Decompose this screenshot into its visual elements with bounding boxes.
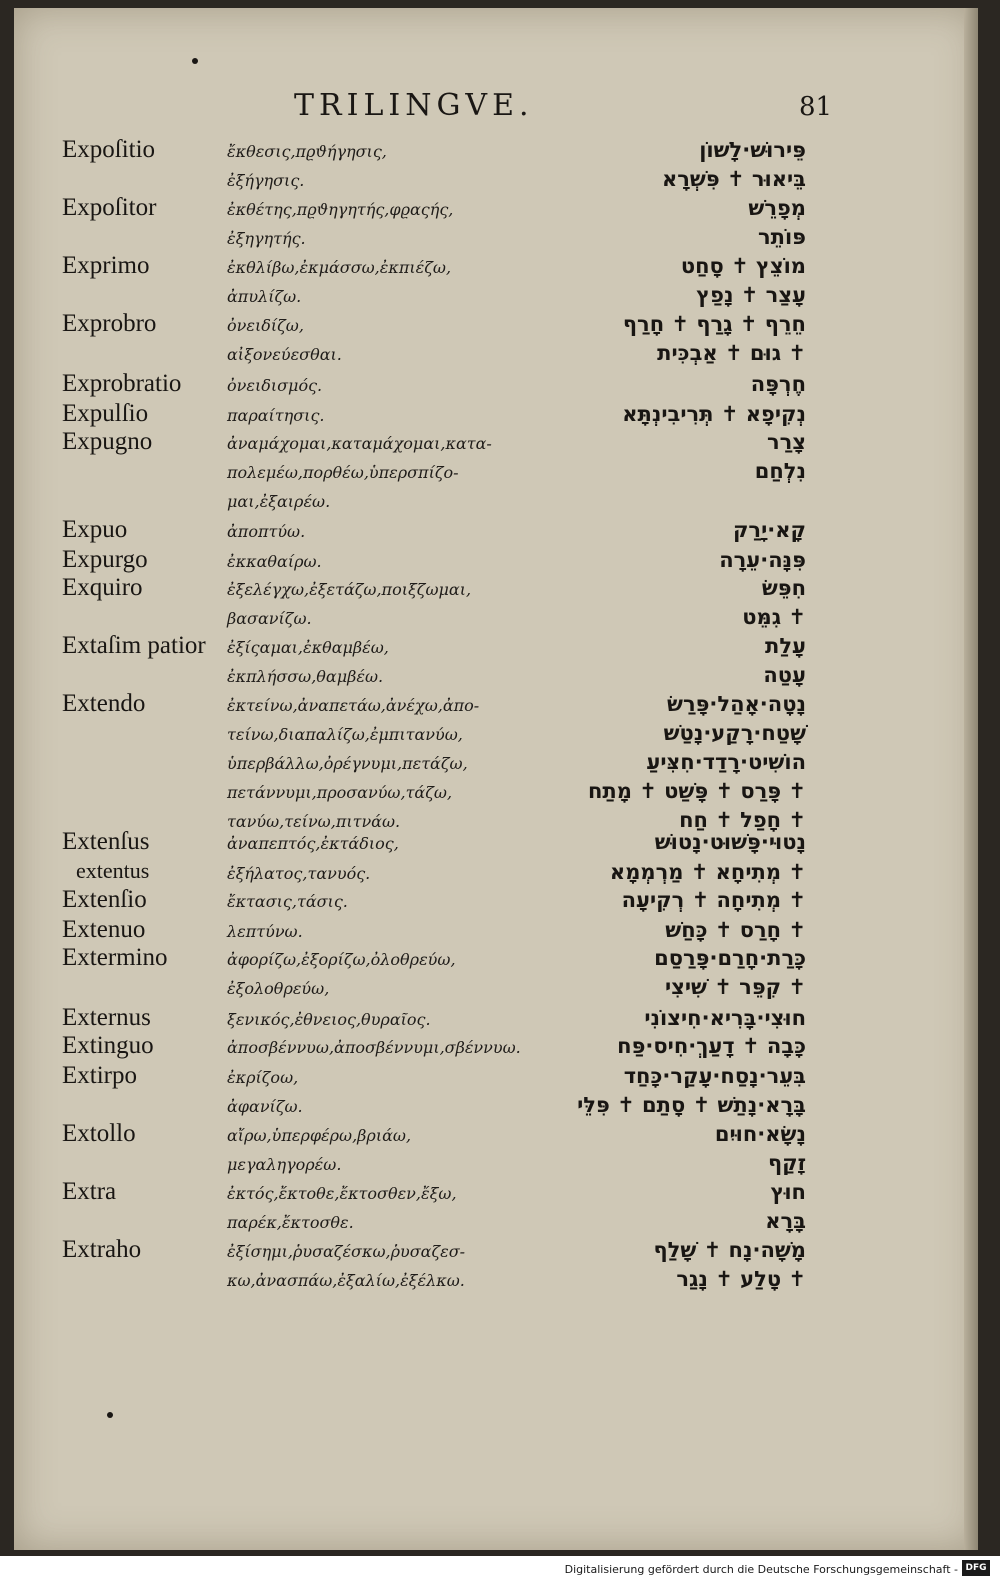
- hebrew-gloss-line: נְקִיפָא ✝ תְּרִיבִינְתָּא: [622, 402, 806, 426]
- hebrew-gloss-line: נָטוּי·פָּשׁוּט·נָטוּשׁ: [654, 830, 806, 854]
- hebrew-gloss-line: בָּרָא: [765, 1209, 806, 1233]
- ink-dot: [192, 58, 198, 64]
- hebrew-gloss-line: ✝ גוּם ✝ אַבְכִּית: [657, 341, 806, 365]
- latin-headword: Expoſitio: [62, 136, 156, 163]
- book-page: [14, 8, 978, 1550]
- hebrew-gloss-line: שָׁטַח·רָקַע·נָטַשׁ: [663, 721, 806, 745]
- greek-gloss-line: ἐκθέτης,πϱϑηγητής,φϱαςής,: [227, 200, 454, 219]
- hebrew-gloss-line: כָּבָה ✝ דָעַךְ·חִיס·פַּח: [617, 1034, 806, 1058]
- greek-gloss-line: ἐξίσημι,ῥυσαζέσκω,ῥυσαζεσ-: [227, 1242, 466, 1261]
- hebrew-gloss-line: ✝ חָרַס ✝ כָּחַשׁ: [665, 918, 806, 942]
- latin-headword: Exprimo: [62, 252, 150, 279]
- greek-gloss-line: παραίτησις.: [227, 406, 325, 425]
- greek-gloss-line: ἀφανίζω.: [227, 1097, 303, 1116]
- greek-gloss-line: τείνω,διαπαλίζω,ἐμπιτανύω,: [227, 725, 463, 744]
- greek-gloss-line: ἐκρίζοω,: [227, 1068, 299, 1087]
- hebrew-gloss-line: כָּרַת·חָרַם·פָּרַסַם: [654, 946, 806, 970]
- latin-headword: Expurgo: [62, 546, 148, 573]
- hebrew-gloss-line: ✝ מְתִיחָה ✝ רְקִיעָה: [621, 888, 806, 912]
- greek-gloss-line: ἐξελέγχω,ἐξετάζω,ποιξζωμαι,: [227, 580, 472, 599]
- latin-headword: Extaſim patior: [62, 632, 206, 659]
- hebrew-gloss-line: מוֹצֵץ ✝ סָחַט: [680, 254, 806, 278]
- greek-gloss-line: ἔκτασις,τάσις.: [227, 892, 348, 911]
- greek-gloss-line: ἐκπλήσσω,θαμβέω.: [227, 667, 384, 686]
- hebrew-gloss-line: חֶרְפָּה: [750, 372, 806, 396]
- hebrew-gloss-line: בִּעֵר·נָסַח·עָקַר·כָּחַד: [623, 1064, 806, 1088]
- greek-gloss-line: αἰξονεύεσθαι.: [227, 345, 342, 364]
- latin-headword: Extendo: [62, 690, 146, 717]
- hebrew-gloss-line: זָקַף: [767, 1151, 806, 1175]
- hebrew-gloss-line: ✝ טָלַע ✝ נָגַר: [676, 1267, 806, 1291]
- latin-headword: Externus: [62, 1004, 151, 1031]
- greek-gloss-line: ἀπυλίζω.: [227, 287, 302, 306]
- latin-headword: Extenuo: [62, 916, 146, 943]
- hebrew-gloss-line: חִפֵּשׂ: [761, 576, 806, 600]
- hebrew-gloss-line: פֵּירוּשׁ·לָשׁוֹן: [699, 138, 806, 162]
- greek-gloss-line: ἐξολοθρεύω,: [227, 979, 330, 998]
- page-number: 81: [799, 92, 833, 122]
- hebrew-gloss-line: צָרַר: [767, 430, 806, 454]
- hebrew-gloss-line: קָא·יָרַק: [732, 518, 806, 542]
- hebrew-gloss-line: נָשָׂא·חוּיִם: [714, 1122, 806, 1146]
- digitization-credit: Digitalisierung gefördert durch die Deutsche Forschungsgemeinschaft -: [564, 1563, 958, 1576]
- latin-headword: Extinguo: [62, 1032, 154, 1059]
- greek-gloss-line: μαι,ἐξαιρέω.: [227, 492, 331, 511]
- greek-gloss-line: ἀποπτύω.: [227, 522, 306, 541]
- hebrew-gloss-line: מָשָׁה·נָח ✝ שָׁלַף: [653, 1238, 806, 1262]
- hebrew-gloss-line: נָטָה·אָהַל·פָּרַשׂ: [667, 692, 806, 716]
- greek-gloss-line: ἐξήλατος,τανυός.: [227, 864, 371, 883]
- greek-gloss-line: ὀνειδισμός.: [227, 376, 323, 395]
- greek-gloss-line: ἐκτός,ἔκτοθε,ἔκτοσθεν,ἔξω,: [227, 1184, 457, 1203]
- latin-headword: Extenſio: [62, 886, 147, 913]
- hebrew-gloss-line: נִלְחַם: [754, 459, 806, 483]
- hebrew-gloss-line: ✝ גִמֵּט: [742, 605, 806, 629]
- latin-headword: Expoſitor: [62, 194, 157, 221]
- ink-dot: [107, 1412, 113, 1418]
- hebrew-gloss-line: פּוֹתֵר: [757, 225, 806, 249]
- latin-headword: Extirpo: [62, 1062, 137, 1089]
- hebrew-gloss-line: עָצַר ✝ נָפַץ: [696, 283, 806, 307]
- greek-gloss-line: ἀναπεπτός,ἐκτάδιος,: [227, 834, 399, 853]
- running-head: TRILINGVE.: [294, 88, 534, 123]
- latin-headword: Extra: [62, 1178, 117, 1205]
- hebrew-gloss-line: ✝ פָּרַס ✝ פָּשַׁט ✝ מָתַח: [587, 779, 806, 803]
- hebrew-gloss-line: ✝ חָפַל ✝ חַח: [679, 808, 806, 832]
- greek-gloss-line: βασανίζω.: [227, 609, 312, 628]
- latin-headword: Extenſus: [62, 828, 150, 855]
- latin-headword: Expuo: [62, 516, 128, 543]
- greek-gloss-line: λεπτύνω.: [227, 922, 303, 941]
- hebrew-gloss-line: הוֹשִׁיט·רָדַד·חִצִּיעַ: [646, 750, 806, 774]
- hebrew-gloss-line: חֵרֵף ✝ גָרַף ✝ חָרַף: [622, 312, 806, 336]
- hebrew-gloss-line: עָטַה: [763, 663, 806, 687]
- greek-gloss-line: ἀφορίζω,ἐξορίζω,ὀλοθρεύω,: [227, 950, 456, 969]
- latin-headword: Expulſio: [62, 400, 149, 427]
- hebrew-gloss-line: עָלַת: [764, 634, 806, 658]
- latin-headword: Extermino: [62, 944, 168, 971]
- greek-gloss-line: τανύω,τείνω,πιτνάω.: [227, 812, 401, 831]
- latin-headword: Exquiro: [62, 574, 143, 601]
- latin-headword: Exprobratio: [62, 370, 182, 397]
- latin-headword: Expugno: [62, 428, 153, 455]
- greek-gloss-line: παρέκ,ἔκτοσθε.: [227, 1213, 354, 1232]
- greek-gloss-line: ὀνειδίζω,: [227, 316, 304, 335]
- greek-gloss-line: πετάννυμι,προσανύω,τάζω,: [227, 783, 453, 802]
- greek-gloss-line: ἀναμάχομαι,καταμάχομαι,κατα-: [227, 434, 492, 453]
- greek-gloss-line: ἀποσβέννυω,ἀποσβέννυμι,σβέννυω.: [227, 1038, 521, 1057]
- greek-gloss-line: ἐκκαθαίρω.: [227, 552, 322, 571]
- greek-gloss-line: ἐκτείνω,ἀναπετάω,ἀνέχω,ἀπο-: [227, 696, 480, 715]
- hebrew-gloss-line: ✝ מְתִיחָא ✝ מַרְמְמָא: [609, 860, 806, 884]
- greek-gloss-line: ὑπερβάλλω,ὀρέγνυμι,πετάζω,: [227, 754, 468, 773]
- greek-gloss-line: ἐξηγητής.: [227, 229, 306, 248]
- hebrew-gloss-line: פִּנָּה·עֵרָה: [719, 548, 806, 572]
- latin-headword: Extraho: [62, 1236, 142, 1263]
- hebrew-gloss-line: מְפָרֵשׁ: [748, 196, 806, 220]
- greek-gloss-line: ξενικός,ἐθνειος,θυραῖος.: [227, 1010, 431, 1029]
- hebrew-gloss-line: בֵּיאוּר ✝ פִּשְׁרָא: [661, 167, 806, 191]
- hebrew-gloss-line: חוּצִי·בָּרִיא·חִיצוֹנִי: [644, 1006, 806, 1030]
- greek-gloss-line: μεγαληγορέω.: [227, 1155, 342, 1174]
- hebrew-gloss-line: ✝ קִפֵּר ✝ שִׁיצִי: [664, 975, 806, 999]
- hebrew-gloss-line: בָּרָא·נָתַשׁ ✝ סָתַם ✝ פִּלֵּי: [577, 1093, 806, 1117]
- greek-gloss-line: κω,ἀνασπάω,ἐξαλίω,ἐξέλκω.: [227, 1271, 465, 1290]
- hebrew-gloss-line: חוּץ: [770, 1180, 806, 1204]
- greek-gloss-line: ἐξίςαμαι,ἐκθαμβέω,: [227, 638, 389, 657]
- latin-headword: extentus: [76, 858, 150, 883]
- greek-gloss-line: ἔκθεσις,πϱϑήγησις,: [227, 142, 387, 161]
- greek-gloss-line: ἐξήγησις.: [227, 171, 305, 190]
- page-edge: [964, 8, 978, 1550]
- dfg-logo: DFG: [962, 1560, 990, 1576]
- greek-gloss-line: πολεμέω,πορθέω,ὑπερσπίζο-: [227, 463, 459, 482]
- latin-headword: Exprobro: [62, 310, 157, 337]
- latin-headword: Extollo: [62, 1120, 136, 1147]
- greek-gloss-line: αἴρω,ὑπερφέρω,βριάω,: [227, 1126, 412, 1145]
- greek-gloss-line: ἐκθλίβω,ἐκμάσσω,ἐκπιέζω,: [227, 258, 452, 277]
